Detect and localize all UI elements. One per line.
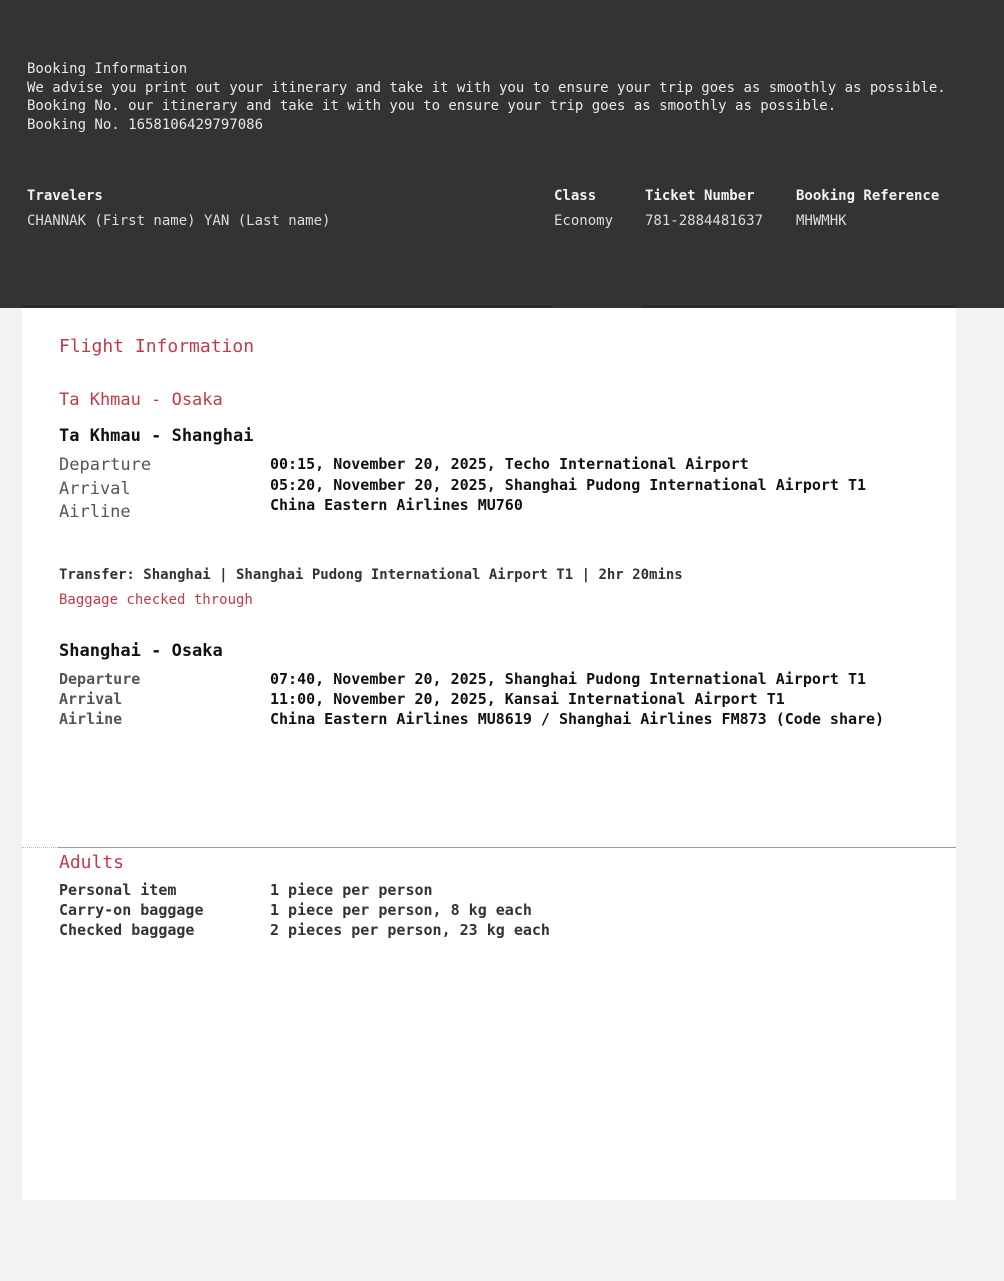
leg2-departure: 07:40, November 20, 2025, Shanghai Pudong International Airport T1 — [270, 670, 867, 688]
leg1-arrival: 05:20, November 20, 2025, Shanghai Pudong International Airport T1 — [270, 476, 867, 494]
booking-header — [0, 0, 1004, 308]
leg1-departure-label: Departure — [59, 455, 152, 475]
leg1-title: Ta Khmau - Shanghai — [59, 426, 254, 446]
route-title: Ta Khmau - Osaka — [59, 390, 223, 410]
carry-on-label: Carry-on baggage — [59, 901, 204, 919]
booking-info-block — [27, 60, 946, 134]
booking-number: Booking No. 1658106429797086 — [27, 116, 264, 133]
ticket-number-header: Ticket Number — [645, 188, 755, 204]
leg2-arrival: 11:00, November 20, 2025, Kansai International Airport T1 — [270, 690, 785, 708]
leg1-airline: China Eastern Airlines MU760 — [270, 496, 523, 514]
flight-card — [22, 308, 956, 1200]
leg1-departure: 00:15, November 20, 2025, Techo International Airport — [270, 455, 749, 473]
leg2-airline-label: Airline — [59, 710, 123, 728]
baggage-checked-note: Baggage checked through — [59, 592, 253, 608]
class-header: Class — [554, 188, 597, 204]
travel-class: Economy — [554, 213, 614, 229]
checked-baggage-label: Checked baggage — [59, 921, 195, 939]
card-top-edge-right — [642, 305, 956, 308]
traveler-name: CHANNAK (First name) YAN (Last name) — [27, 213, 331, 229]
booking-advice-repeat: Booking No. our itinerary and take it with you to ensure your trip goes as smoothly as possible. — [27, 98, 837, 114]
booking-reference: MHWMHK — [796, 213, 847, 229]
flight-info-title: Flight Information — [59, 336, 255, 357]
personal-item-label: Personal item — [59, 881, 177, 899]
card-top-edge-left — [22, 305, 552, 308]
checked-baggage-value: 2 pieces per person, 23 kg each — [270, 921, 550, 939]
leg2-arrival-label: Arrival — [59, 690, 123, 708]
ticket-number: 781-2884481637 — [645, 213, 764, 229]
booking-info-title: Booking Information — [27, 61, 188, 77]
leg1-airline-label: Airline — [59, 502, 131, 522]
travelers-header: Travelers — [27, 188, 103, 204]
carry-on-value: 1 piece per person, 8 kg each — [270, 901, 532, 919]
leg2-departure-label: Departure — [59, 670, 141, 688]
booking-reference-header: Booking Reference — [796, 188, 940, 204]
adults-title: Adults — [59, 852, 125, 873]
personal-item-value: 1 piece per person — [270, 881, 433, 899]
transfer-info: Transfer: Shanghai | Shanghai Pudong International Airport T1 | 2hr 20mins — [59, 567, 683, 583]
leg1-arrival-label: Arrival — [59, 479, 131, 499]
booking-advice: We advise you print out your itinerary and take it with you to ensure your trip goes as smoothly as possible. — [27, 79, 946, 96]
section-divider-dotted — [22, 847, 58, 848]
leg2-title: Shanghai - Osaka — [59, 641, 223, 661]
leg2-airline: China Eastern Airlines MU8619 / Shanghai Airlines FM873 (Code share) — [270, 710, 885, 728]
section-divider — [58, 847, 956, 848]
